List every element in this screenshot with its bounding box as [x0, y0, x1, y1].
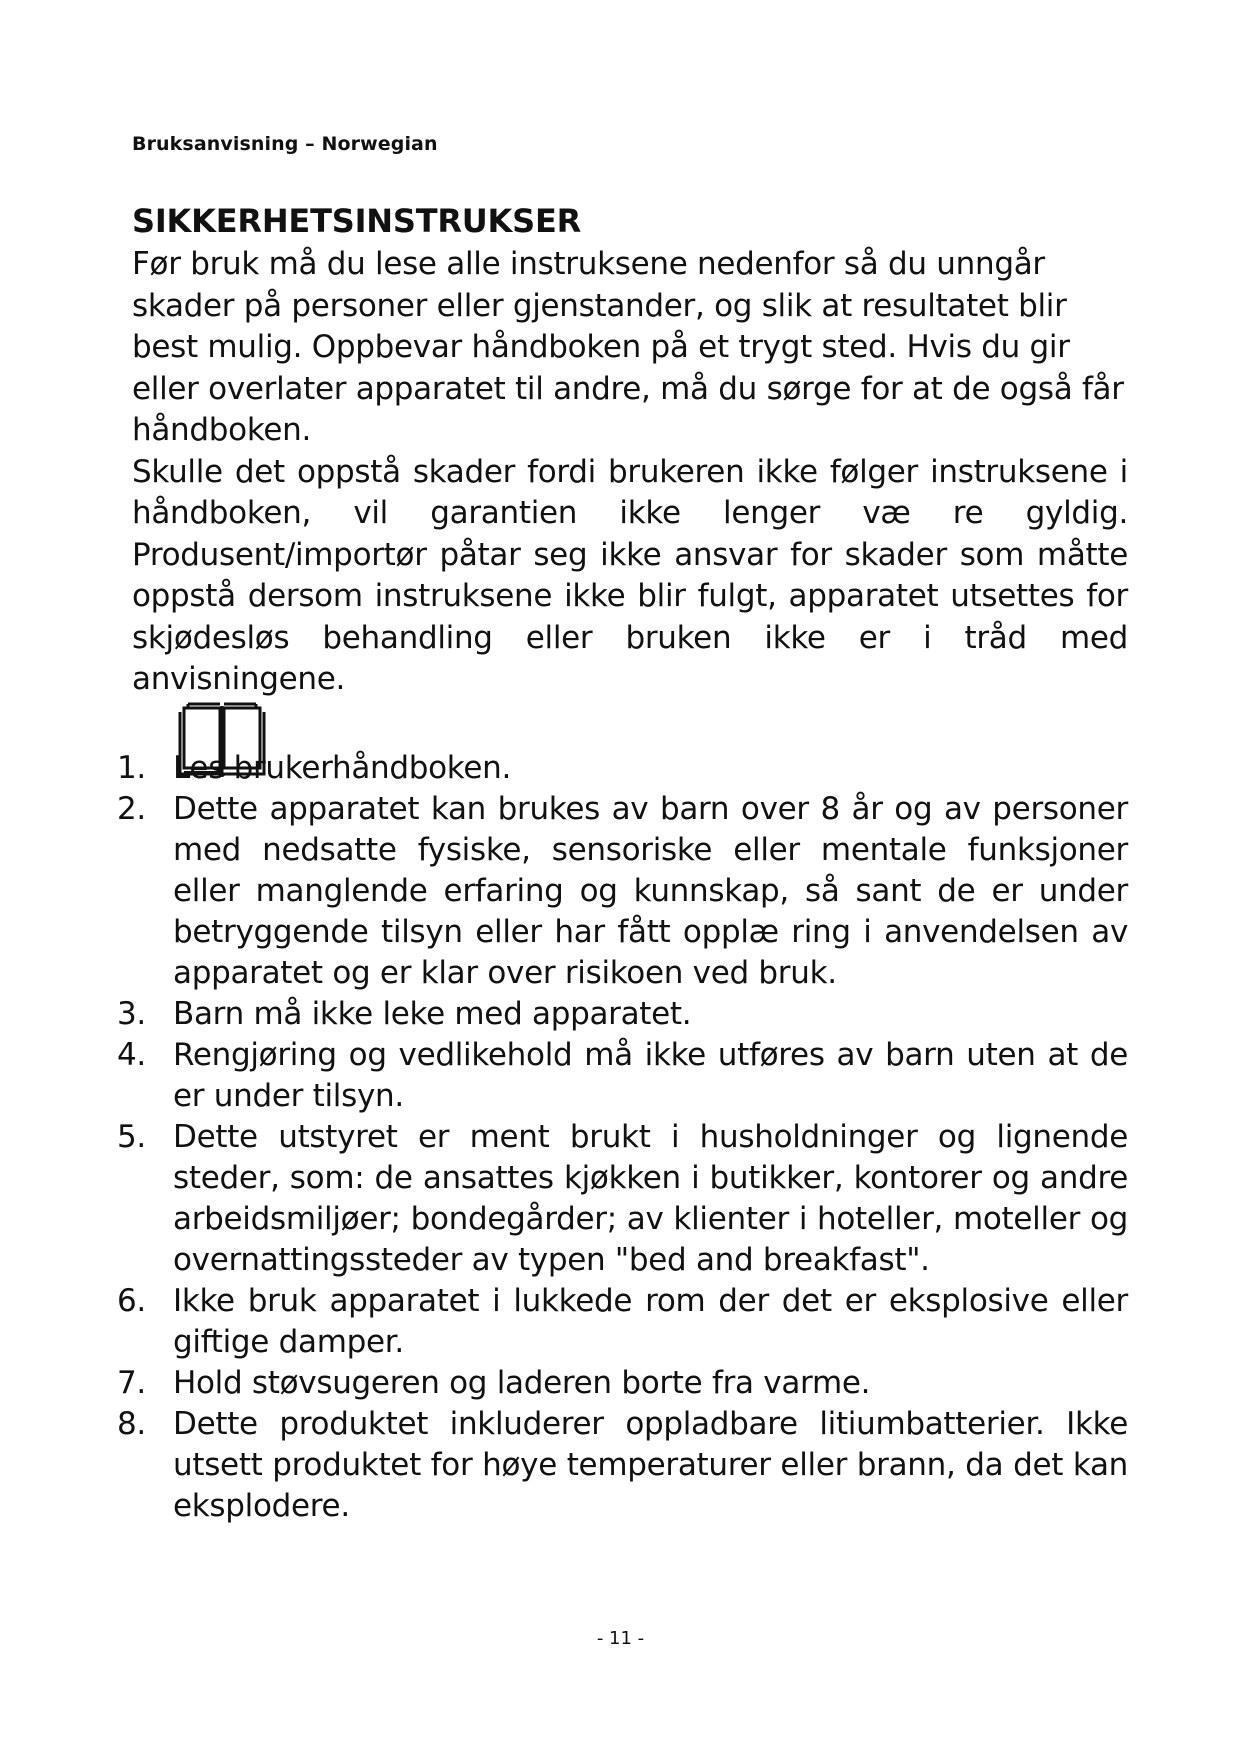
list-item-number: 4.	[117, 1037, 146, 1073]
list-item	[117, 1404, 1128, 1527]
intro-text	[132, 244, 1128, 701]
list-item-number: 6.	[117, 1283, 146, 1319]
list-item-number: 8.	[117, 1406, 146, 1442]
list-item	[117, 994, 1128, 1035]
list-item-text: Ikke bruk apparatet i lukkede rom der det er eksplosive eller giftige damper.	[173, 1283, 1128, 1360]
list-item-text: Barn må ikke leke med apparatet.	[173, 996, 692, 1032]
list-item-text: Dette utstyret er ment brukt i husholdninger og lignende steder, som: de ansattes kjøkken i butikker, kontorer og andre arbeidsmiljøer; bondegårder; av klienter i hoteller, moteller og overnattingssteder av typen "bed and breakfast".	[173, 1119, 1128, 1278]
list-item	[117, 1117, 1128, 1281]
list-item-text: Les brukerhåndboken.	[173, 750, 512, 786]
intro-paragraph: Før bruk må du lese alle instruksene nedenfor så du unngår skader på personer eller gjenstander, og slik at resultatet blir best mulig. Oppbevar håndboken på et trygt sted. Hvis du gir eller overlater apparatet til andre, må du sørge for at de også får håndboken.	[132, 246, 1124, 448]
list-item	[117, 1363, 1128, 1404]
list-item-text: Dette apparatet kan brukes av barn over 8 år og av personer med nedsatte fysiske, sensoriske eller mentale funksjoner eller manglende erfaring og kunnskap, så sant de er under betryggende tilsyn eller har fått opplæ ring i anvendelsen av apparatet og er klar over risikoen ved bruk.	[173, 791, 1128, 991]
list-item	[117, 1281, 1128, 1363]
list-item	[117, 1035, 1128, 1117]
list-item-number: 5.	[117, 1119, 146, 1155]
list-item-text: Rengjøring og vedlikehold må ikke utføres av barn uten at de er under tilsyn.	[173, 1037, 1128, 1114]
page-number: - 11 -	[596, 1628, 645, 1649]
open-book-icon	[176, 700, 268, 778]
section-title: SIKKERHETSINSTRUKSER	[132, 202, 582, 240]
list-item-text: Dette produktet inkluderer oppladbare litiumbatterier. Ikke utsett produktet for høye temperaturer eller brann, da det kan eksplodere.	[173, 1406, 1128, 1524]
intro-paragraph: Skulle det oppstå skader fordi brukeren ikke følger instruksene i håndboken, vil garantien ikke lenger væ re gyldig. Produsent/importør påtar seg ikke ansvar for skader som måtte oppstå dersom instruksene ikke blir fulgt, apparatet utsettes for skjødesløs behandling eller bruken ikke er i tråd med anvisningene.	[132, 453, 1128, 697]
list-item-number: 3.	[117, 996, 146, 1032]
document-header: Bruksanvisning – Norwegian	[132, 133, 438, 155]
list-item-text: Hold støvsugeren og laderen borte fra varme.	[173, 1365, 871, 1401]
list-item-number: 2.	[117, 791, 146, 827]
list-item-number: 1.	[117, 750, 146, 786]
list-item-number: 7.	[117, 1365, 146, 1401]
safety-instructions-list	[117, 748, 1128, 1527]
list-item	[117, 789, 1128, 994]
list-item	[117, 748, 1128, 789]
